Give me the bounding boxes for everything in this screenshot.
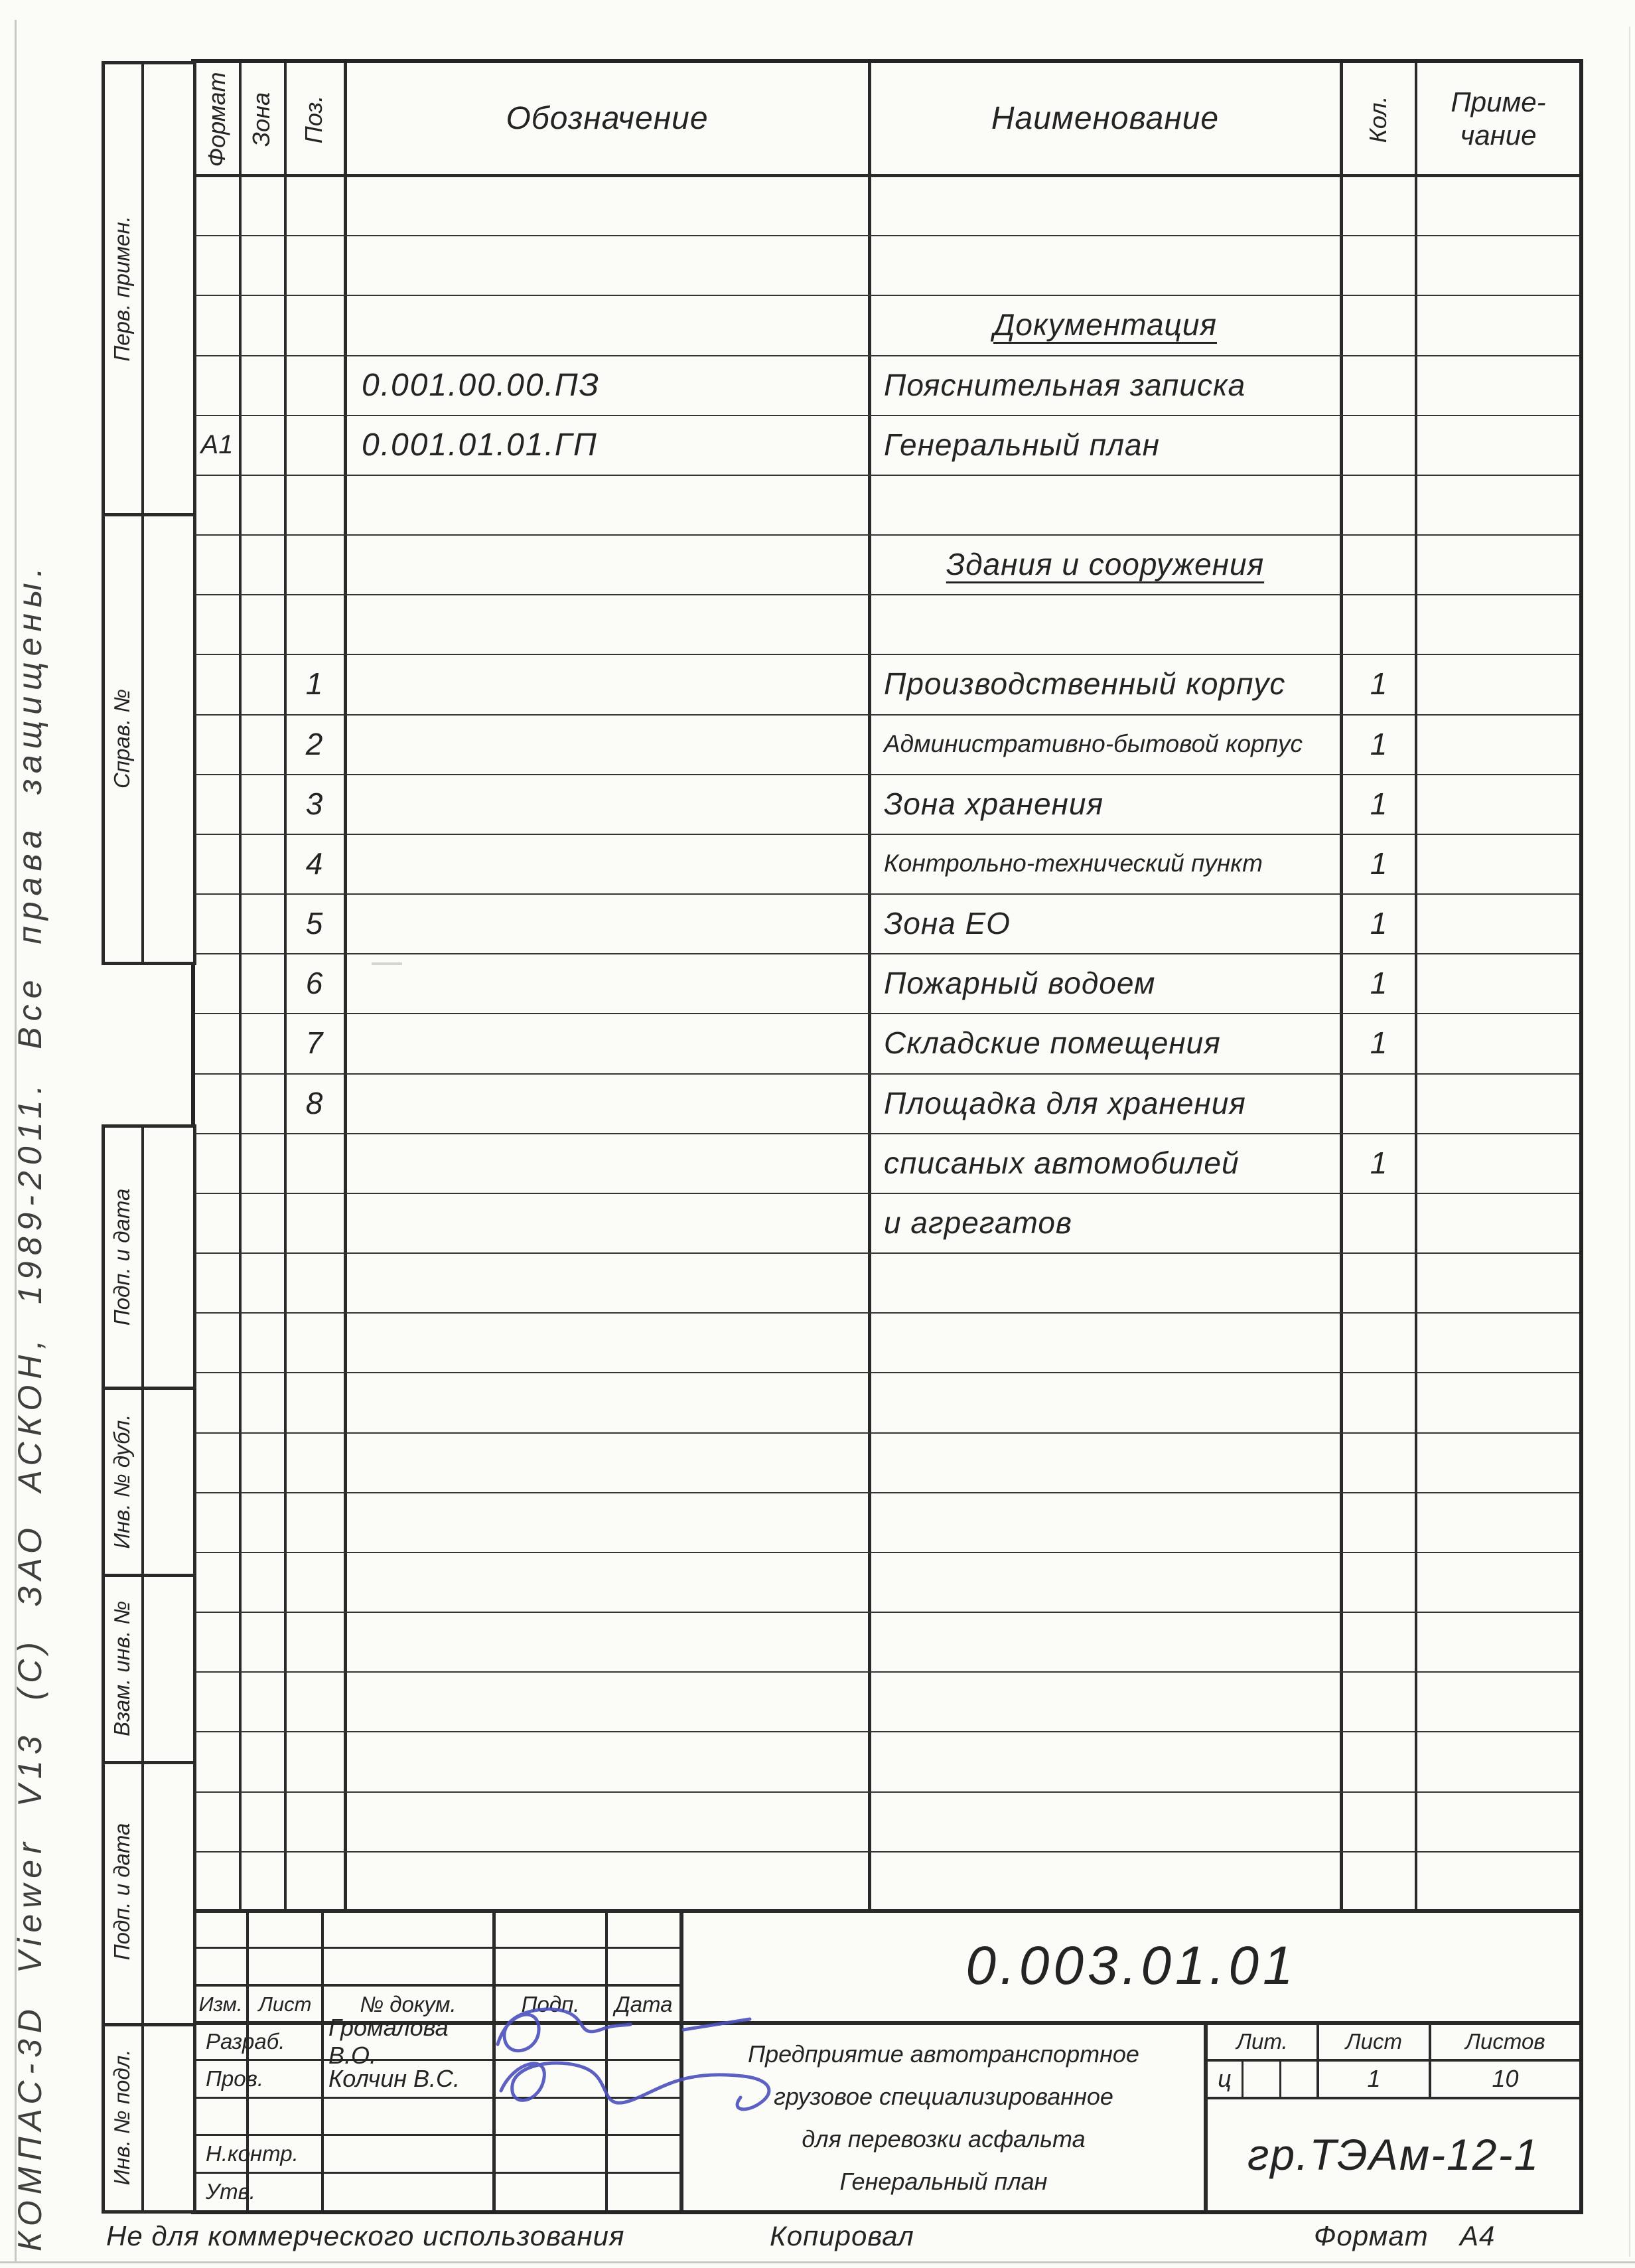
row-name: Зона хранения	[884, 787, 1104, 821]
row-name: Площадка для хранения	[884, 1086, 1246, 1120]
handwritten-signatures	[464, 1991, 810, 2144]
tb-col-izm: Изм.	[198, 1993, 243, 2016]
row-pos: 3	[305, 787, 324, 821]
row-name: Производственный корпус	[884, 666, 1286, 701]
tb-description-line: Генеральный план	[839, 2167, 1048, 2195]
signature-prov-scribble	[501, 2063, 769, 2109]
row-pos: 7	[305, 1025, 324, 1060]
col-header-note-line1: Приме-	[1451, 86, 1546, 117]
signature-razrab-dash	[683, 2019, 750, 2030]
tb-group: гр.ТЭАм-12-1	[1247, 2129, 1540, 2179]
row-name: и агрегатов	[884, 1205, 1072, 1240]
footer-format-value: А4	[1460, 2220, 1496, 2251]
tb-list-value: 1	[1367, 2065, 1381, 2092]
spec-row-line	[195, 1851, 1579, 1852]
tb-col-data: Дата	[614, 1992, 673, 2016]
row-qty: 1	[1370, 906, 1388, 941]
row-qty: 1	[1370, 666, 1388, 701]
tb-name-prov: Колчин В.С.	[328, 2065, 461, 2092]
row-name: Генеральный план	[884, 427, 1160, 462]
tb-lit-value: ц	[1218, 2065, 1232, 2092]
tb-role-razrab: Разраб.	[206, 2029, 285, 2054]
scan-right-edge	[1629, 27, 1630, 2257]
tb-list-label: Лист	[1346, 2029, 1402, 2054]
tb-description-line: для перевозки асфальта	[802, 2125, 1086, 2153]
kompas-watermark: КОМПАС-3D Viewer V13 (C) ЗАО АСКОН, 1989-2011. Все права защищены.	[11, 562, 48, 2251]
spec-row-line	[195, 1252, 1579, 1254]
row-qty: 1	[1370, 727, 1388, 761]
footer-non-commercial: Не для коммерческого использования	[106, 2220, 625, 2251]
section-header-buildings: Здания и сооружения	[946, 547, 1265, 581]
row-pos: 6	[305, 966, 324, 1000]
row-pos: 2	[305, 727, 324, 761]
tb-role-prov: Пров.	[206, 2066, 264, 2091]
row-name: Зона ЕО	[884, 906, 1011, 941]
side-label-podp1: Подп. и дата	[109, 1188, 134, 1326]
side-label-inv-dubl: Инв. № дубл.	[109, 1414, 134, 1549]
side-label-vzam: Взам. инв. №	[109, 1600, 134, 1737]
spec-row-line	[195, 1731, 1579, 1732]
spec-row-line	[195, 594, 1579, 595]
row-name: Административно-бытовой корпус	[884, 730, 1303, 757]
col-header-format: Формат	[203, 72, 230, 167]
spec-row-line	[195, 1312, 1579, 1314]
tb-role-utv: Утв.	[206, 2179, 255, 2204]
row-qty: 1	[1370, 846, 1388, 881]
side-label-perv: Перв. примен.	[109, 216, 134, 362]
col-header-note	[1417, 63, 1579, 174]
footer-kopiroval: Копировал	[770, 2220, 914, 2251]
spec-row-line	[195, 235, 1579, 236]
tb-lit-label: Лит.	[1236, 2029, 1288, 2054]
spec-row-line	[195, 1612, 1579, 1613]
tb-line-lit-sub2	[1279, 2060, 1281, 2098]
spec-row-line	[195, 1492, 1579, 1493]
side-cell-divider	[141, 1577, 144, 1761]
spec-row-line	[195, 1372, 1579, 1373]
side-cell-divider	[141, 1128, 144, 1387]
spec-row-line	[195, 1432, 1579, 1434]
tb-col-ndok: № докум.	[360, 1992, 457, 2016]
row-designation: 0.001.00.00.ПЗ	[362, 367, 601, 403]
side-cell-divider	[141, 1764, 144, 2023]
row-qty: 1	[1370, 1146, 1388, 1180]
footer-format-label: Формат	[1314, 2220, 1429, 2251]
signature-razrab-scribble	[498, 2009, 630, 2051]
col-line-qty-note	[1415, 63, 1417, 1911]
side-label-sprav: Справ. №	[109, 689, 134, 789]
tb-line-lit-sub1	[1242, 2060, 1244, 2098]
col-header-note-line2: чание	[1460, 119, 1537, 151]
row-qty: 1	[1370, 787, 1388, 821]
row-name: Контрольно-технический пункт	[884, 850, 1263, 877]
spec-row-line	[195, 475, 1579, 476]
col-line-format-zone	[239, 63, 242, 1911]
side-cell-divider	[141, 64, 144, 513]
row-format: А1	[200, 429, 234, 459]
tb-row-line	[195, 1947, 681, 1949]
row-name: Пожарный водоем	[884, 966, 1156, 1000]
row-pos: 8	[305, 1086, 324, 1120]
col-header-zone: Зона	[248, 92, 275, 147]
col-header-pos: Поз.	[300, 95, 327, 144]
row-qty: 1	[1370, 1025, 1388, 1060]
section-header-documentation: Документация	[993, 307, 1217, 342]
spec-row-line	[195, 1552, 1579, 1553]
row-pos: 5	[305, 906, 324, 941]
col-header-designation: Обозначение	[506, 101, 709, 136]
row-name: Пояснительная записка	[884, 368, 1246, 402]
tb-doc-number: 0.003.01.01	[965, 1935, 1297, 1996]
side-cell-divider	[141, 2026, 144, 2210]
scan-bottom-edge	[0, 2261, 1635, 2263]
tb-description-line: Предприятие автотранспортное	[748, 2040, 1139, 2068]
tb-description-line: грузовое специализированное	[774, 2082, 1113, 2110]
tb-col-list: Лист	[258, 1993, 312, 2016]
spec-row-line	[195, 1671, 1579, 1673]
tb-col-podp: Подп.	[521, 1992, 580, 2016]
side-label-inv-podl: Инв. № подл.	[109, 2049, 134, 2186]
row-name: Складские помещения	[884, 1025, 1221, 1060]
header-separator	[195, 174, 1579, 177]
tb-role-nkontr: Н.контр.	[206, 2141, 299, 2166]
col-header-name: Наименование	[991, 101, 1220, 136]
side-cell-divider	[141, 1390, 144, 1574]
col-line-pos-designation	[344, 63, 347, 1911]
spec-row-line	[195, 1791, 1579, 1793]
side-label-podp2: Подп. и дата	[109, 1823, 134, 1961]
col-header-qty: Кол.	[1364, 96, 1391, 143]
tb-listov-label: Листов	[1465, 2029, 1545, 2054]
row-pos: 1	[305, 666, 324, 701]
row-designation: 0.001.01.01.ГП	[362, 427, 598, 463]
tb-name-razrab: Громалова В.О.	[328, 2014, 449, 2069]
row-name: списаных автомобилей	[884, 1146, 1240, 1180]
side-cell-divider	[141, 516, 144, 962]
tb-listov-value: 10	[1492, 2065, 1519, 2092]
row-pos: 4	[305, 846, 324, 881]
row-qty: 1	[1370, 966, 1388, 1000]
